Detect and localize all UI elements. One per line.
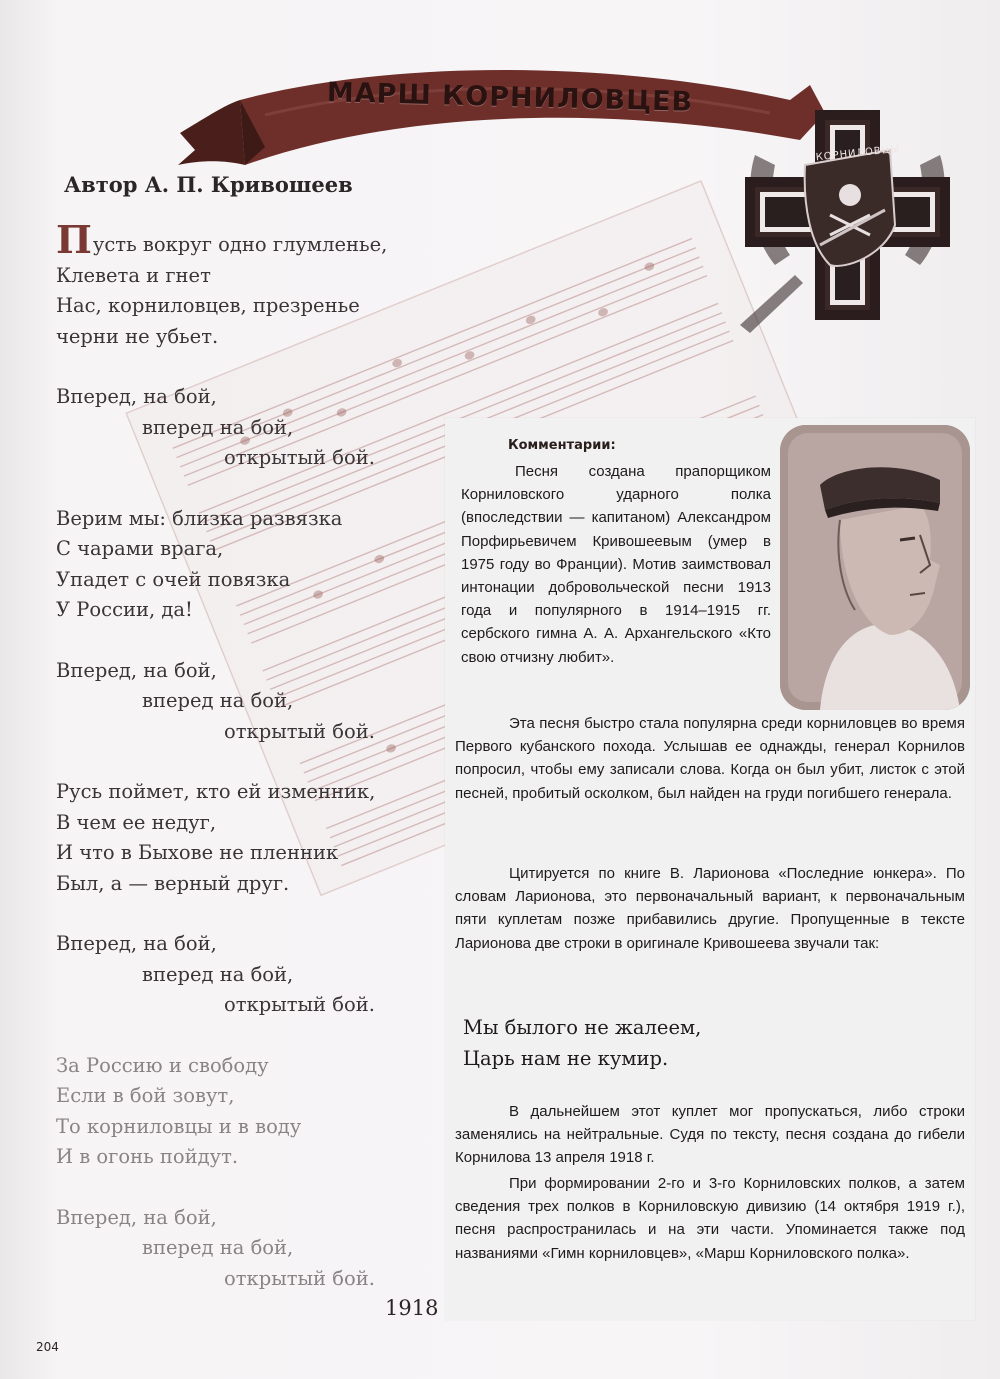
chorus-line: открытый бой. bbox=[224, 719, 375, 743]
chorus-1 bbox=[56, 382, 456, 474]
quote-line: Мы былого не жалеем, bbox=[463, 1016, 702, 1039]
song-title: МАРШ КОРНИЛОВЦЕВ bbox=[326, 77, 694, 118]
portrait-image bbox=[780, 425, 970, 710]
chorus-line: вперед на бой, bbox=[142, 1236, 294, 1259]
poem-line: усть вокруг одно глумленье, bbox=[92, 233, 388, 256]
stanza-4 bbox=[56, 1051, 456, 1173]
chorus-line: Вперед, на бой, bbox=[56, 932, 217, 955]
poem-line: И в огонь пойдут. bbox=[56, 1145, 239, 1168]
quote-line: Царь нам не кумир. bbox=[463, 1047, 669, 1070]
poem-year: 1918 bbox=[385, 1296, 439, 1320]
poem-line: С чарами врага, bbox=[56, 537, 224, 560]
commentary-paragraph-4 bbox=[455, 1100, 965, 1170]
paragraph-text: Эта песня быстро стала популярна среди корниловцев во время Первого кубанского похода. Услышав ее однажды, генерал Корнилов попросил, чтобы ему записали слова. Когда он был убит, листок с этой песней, пробитый осколком, был найден на груди погибшего генерала. bbox=[455, 715, 965, 802]
commentary-paragraph-3 bbox=[455, 862, 965, 955]
page-number: 204 bbox=[36, 1340, 59, 1354]
quoted-lines bbox=[463, 1012, 701, 1074]
commentary-heading: Комментарии: bbox=[508, 438, 616, 453]
chorus-2 bbox=[56, 656, 456, 748]
chorus-line: Вперед, на бой, bbox=[56, 385, 217, 408]
chorus-4 bbox=[56, 1203, 456, 1295]
poem-line: Если в бой зовут, bbox=[56, 1084, 235, 1107]
chorus-line: Вперед, на бой, bbox=[56, 1205, 217, 1229]
portrait-drawing bbox=[780, 425, 970, 710]
paragraph-text: Цитируется по книге В. Ларионова «Последние юнкера». По словам Ларионова, это первоначальный вариант, к первоначальным пяти куплетам позже прибавились другие. Пропущенные в тексте Ларионова две строки в оригинале Кривошеева звучали так: bbox=[455, 865, 965, 952]
paragraph-text: В дальнейшем этот куплет мог пропускаться, либо строки заменялись на нейтральные. Судя по тексту, песня создана до гибели Корнилова 13 апреля 1918 г. bbox=[455, 1103, 965, 1167]
author-line: Автор А. П. Кривошеев bbox=[64, 172, 353, 197]
stanza-1 bbox=[56, 217, 456, 352]
paragraph-text: Песня создана прапорщиком Корниловского ударного полка (впоследствии — капитаном) Александром Порфирьевичем Кривошеевым (умер в 1975 году во Франции). Мотив заимствовал интонации добровольческой песни 1913 года и популярного в 1914–1915 гг. сербского гимна А. А. Архангельского «Кто свою отчизну любит». bbox=[461, 463, 771, 666]
title-ribbon bbox=[170, 55, 830, 175]
stanza-3 bbox=[56, 777, 456, 899]
poem-line: Был, а — верный друг. bbox=[56, 871, 290, 895]
chorus-line: вперед на бой, bbox=[142, 415, 294, 439]
poem-line: И что в Быхове не пленник bbox=[56, 841, 339, 864]
chorus-line: Вперед, на бой, bbox=[56, 658, 217, 682]
poem-line: То корниловцы и в воду bbox=[56, 1114, 302, 1138]
stanza-2 bbox=[56, 504, 456, 626]
badge-label: КОРНИЛОВЦЫ bbox=[815, 143, 901, 164]
chorus-line: открытый бой. bbox=[224, 446, 375, 469]
paragraph-text: При формировании 2-го и 3-го Корниловских полков, а затем сведения трех полков в Корниловскую дивизию (14 октября 1919 г.), песня распространилась и на эти части. Упоминается также под названиями «Гимн корниловцев», «Марш Корниловского полка». bbox=[455, 1175, 965, 1262]
poem-line: Нас, корниловцев, презренье bbox=[56, 294, 360, 317]
chorus-line: вперед на бой, bbox=[142, 962, 294, 986]
chorus-line: вперед на бой, bbox=[142, 689, 294, 712]
poem-line: Упадет с очей повязка bbox=[56, 567, 291, 591]
poem-line: За Россию и свободу bbox=[56, 1053, 269, 1077]
poem-lyrics bbox=[56, 217, 456, 1324]
kornilov-badge-icon bbox=[735, 95, 960, 335]
chorus-line: открытый бой. bbox=[224, 1266, 375, 1290]
commentary-paragraph-1 bbox=[461, 460, 771, 669]
drop-cap: П bbox=[56, 217, 92, 262]
chorus-line: открытый бой. bbox=[224, 993, 375, 1016]
poem-line: Клевета и гнет bbox=[56, 263, 211, 287]
poem-line: Верим мы: близка развязка bbox=[56, 506, 343, 530]
poem-line: В чем ее недуг, bbox=[56, 810, 217, 834]
poem-line: черни не убьет. bbox=[56, 324, 219, 348]
chorus-3 bbox=[56, 929, 456, 1021]
poem-line: У России, да! bbox=[56, 598, 193, 621]
commentary-paragraph-2 bbox=[455, 712, 965, 805]
commentary-paragraph-5 bbox=[455, 1172, 965, 1265]
poem-line: Русь поймет, кто ей изменник, bbox=[56, 780, 376, 803]
